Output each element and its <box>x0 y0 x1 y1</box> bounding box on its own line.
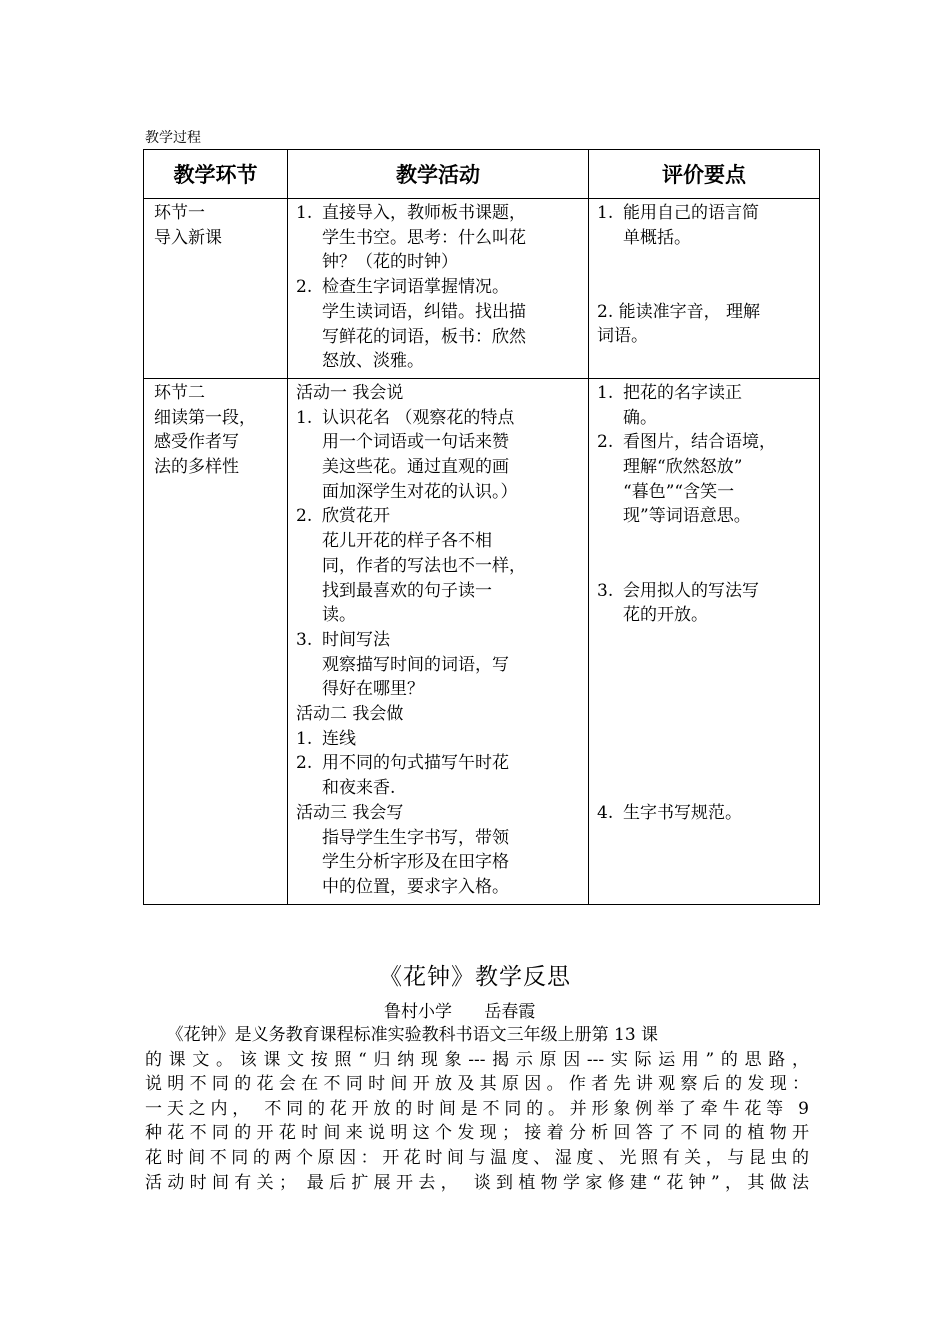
list-number: 3. <box>597 580 614 601</box>
activity-line: 学生书空。思考：什么叫花 <box>322 227 526 248</box>
list-text: 把花的名字读正 <box>623 382 742 403</box>
table-header-row <box>144 150 820 199</box>
reflection-author: 鲁村小学 岳春霞 <box>384 1002 536 1022</box>
paragraph-line: 《花钟》是义务教育课程标准实验教科书语文三年级上册第 13 课 <box>145 1025 659 1045</box>
header-activity: 教学活动 <box>288 150 589 199</box>
list-number: 1. <box>597 382 614 403</box>
activity-line: 用一个词语或一句话来赞 <box>322 432 509 453</box>
blank-line <box>597 275 815 300</box>
stage-line: 法的多样性 <box>154 457 239 478</box>
list-text: 生字书写规范。 <box>623 802 742 823</box>
blank-line <box>597 727 815 752</box>
activity-line: 活动三 我会写 <box>296 802 404 823</box>
activity-cell <box>288 378 589 904</box>
list-number: 2. <box>296 753 313 774</box>
paragraph-line: 的课文。该课文按照“归纳现象---揭示原因---实际运用”的思路， <box>145 1049 809 1070</box>
evaluation-line <box>597 579 815 604</box>
list-text: 时间写法 <box>322 629 390 650</box>
header-evaluation: 评价要点 <box>589 150 820 199</box>
list-text: 认识花名 （观察花的特点 <box>322 407 515 428</box>
stage-line: 导入新课 <box>154 227 222 248</box>
list-number: 1. <box>597 203 614 223</box>
evaluation-line: 2. 能读准字音， 理解 <box>597 301 761 322</box>
evaluation-cell <box>589 378 820 904</box>
activity-line <box>296 751 584 776</box>
list-text: 欣赏花开 <box>322 506 390 527</box>
activity-line: 找到最喜欢的句子读一 <box>322 580 492 601</box>
activity-line: 学生分析字形及在田字格 <box>322 852 509 873</box>
evaluation-line <box>597 801 815 826</box>
evaluation-line: 词语。 <box>597 326 648 347</box>
paragraph-line: 种花不同的开花时间来说明这个发现；接着分析回答了不同的植物开 <box>145 1123 809 1144</box>
list-number: 3. <box>296 629 313 650</box>
activity-line <box>296 504 584 529</box>
stage-line: 环节一 <box>154 203 205 223</box>
header-stage: 教学环节 <box>144 150 288 199</box>
list-number: 1. <box>296 407 313 428</box>
list-number: 4. <box>597 802 614 823</box>
blank-line <box>597 702 815 727</box>
evaluation-line: 理解“欣然怒放” <box>623 457 743 478</box>
activity-line: 活动一 我会说 <box>296 382 404 403</box>
evaluation-line <box>597 381 815 406</box>
activity-line: 美这些花。通过直观的画 <box>322 457 509 478</box>
activity-line: 指导学生生字书写，带领 <box>322 827 509 848</box>
activity-line: 和夜来香. <box>322 778 396 799</box>
reflection-paragraph <box>145 1023 809 1195</box>
list-text: 用不同的句式描写午时花 <box>322 753 509 774</box>
evaluation-line: 单概括。 <box>623 227 691 248</box>
paragraph-line: 活动时间有关； 最后扩展开去， 谈到植物学家修建“花钟”，其做法 <box>145 1172 809 1193</box>
blank-line <box>597 776 815 801</box>
blank-line <box>597 250 815 275</box>
activity-line: 得好在哪里？ <box>322 679 424 700</box>
list-number: 1. <box>296 203 313 223</box>
stage-line: 细读第一段， <box>154 407 256 428</box>
activity-line: 花儿开花的样子各不相 <box>322 531 492 552</box>
list-text: 能用自己的语言简 <box>623 203 759 223</box>
list-text: 连线 <box>322 728 356 749</box>
section-label: 教学过程 <box>145 130 201 146</box>
stage-cell <box>144 199 288 379</box>
evaluation-line: “暮色”“含笑一 <box>623 481 735 502</box>
list-number: 2. <box>597 432 614 453</box>
activity-line: 观察描写时间的词语，写 <box>322 654 509 675</box>
table-row <box>144 378 820 904</box>
blank-line <box>597 554 815 579</box>
evaluation-line: 现”等词语意思。 <box>623 506 751 527</box>
activity-line: 钟？（花的时钟） <box>322 252 458 273</box>
activity-line <box>296 628 584 653</box>
evaluation-line <box>597 430 815 455</box>
paragraph-line: 说明不同的花会在不同时间开放及其原因。作者先讲观察后的发现： <box>145 1074 809 1095</box>
list-number: 2. <box>296 277 313 298</box>
activity-line: 学生读词语，纠错。找出描 <box>322 301 526 322</box>
stage-line: 环节二 <box>154 382 205 403</box>
evaluation-line: 花的开放。 <box>623 605 708 626</box>
activity-line <box>296 406 584 431</box>
evaluation-line <box>597 201 815 226</box>
activity-line <box>296 275 584 300</box>
evaluation-line: 确。 <box>623 407 657 428</box>
lesson-plan-table <box>143 149 820 905</box>
reflection-title: 《花钟》教学反思 <box>379 964 571 990</box>
blank-line <box>597 751 815 776</box>
activity-line: 面加深学生对花的认识。） <box>322 481 518 502</box>
activity-line: 活动二 我会做 <box>296 704 404 725</box>
list-text: 直接导入，教师板书课题， <box>322 203 526 223</box>
blank-line <box>597 653 815 678</box>
paragraph-line: 一天之内， 不同的花开放的时间是不同的。并形象例举了牵牛花等 9 <box>145 1098 809 1119</box>
list-number: 1. <box>296 728 313 749</box>
blank-line <box>597 677 815 702</box>
activity-cell <box>288 199 589 379</box>
activity-line: 写鲜花的词语，板书：欣然 <box>322 326 526 347</box>
list-number: 2. <box>296 506 313 527</box>
activity-line <box>296 201 584 226</box>
list-text: 看图片，结合语境， <box>623 432 776 453</box>
activity-line: 同，作者的写法也不一样， <box>322 555 526 576</box>
table-row <box>144 199 820 379</box>
evaluation-cell <box>589 199 820 379</box>
activity-line: 读。 <box>322 605 356 626</box>
activity-line: 怒放、淡雅。 <box>322 351 424 372</box>
stage-line: 感受作者写 <box>154 432 239 453</box>
paragraph-line: 花时间不同的两个原因：开花时间与温度、湿度、光照有关，与昆虫的 <box>145 1147 809 1168</box>
blank-line <box>597 529 815 554</box>
activity-line: 中的位置，要求字入格。 <box>322 876 509 897</box>
activity-line <box>296 727 584 752</box>
stage-cell <box>144 378 288 904</box>
blank-line <box>597 628 815 653</box>
list-text: 检查生字词语掌握情况。 <box>322 277 509 298</box>
list-text: 会用拟人的写法写 <box>623 580 759 601</box>
